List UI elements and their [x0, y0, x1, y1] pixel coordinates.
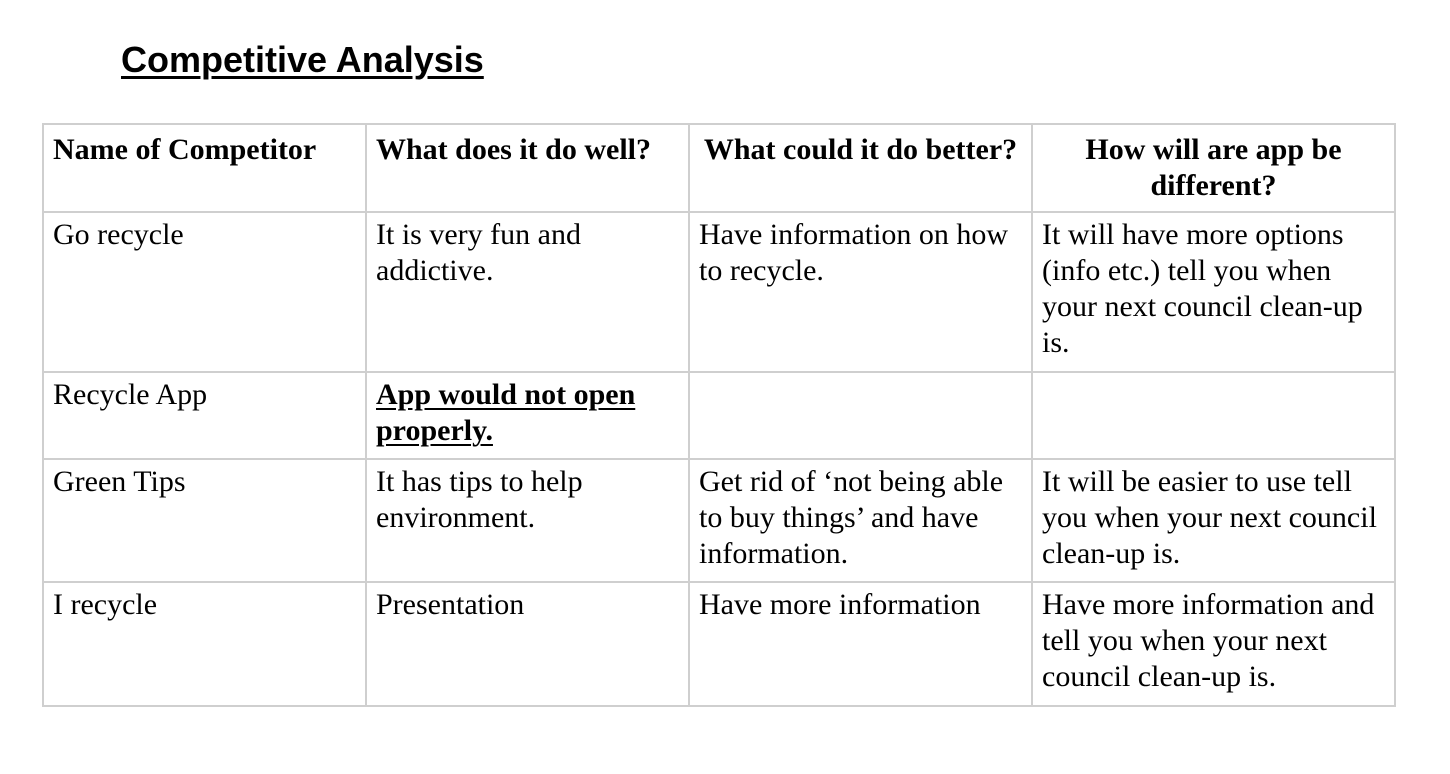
table-row	[43, 582, 1395, 706]
cell-do-better	[689, 372, 1032, 459]
cell-does-well: It is very fun and addictive.	[366, 212, 689, 372]
cell-do-better: Have more information	[689, 582, 1032, 706]
cell-competitor-name: Go recycle	[43, 212, 366, 372]
header-does-well: What does it do well?	[366, 124, 689, 212]
cell-competitor-name: Recycle App	[43, 372, 366, 459]
competitive-analysis-table	[42, 123, 1396, 707]
table-row	[43, 372, 1395, 459]
cell-how-different	[1032, 372, 1395, 459]
cell-how-different: Have more information and tell you when your next council clean-up is.	[1032, 582, 1395, 706]
table-row	[43, 459, 1395, 582]
cell-how-different: It will be easier to use tell you when your next council clean-up is.	[1032, 459, 1395, 582]
cell-do-better: Have information on how to recycle.	[689, 212, 1032, 372]
cell-competitor-name: I recycle	[43, 582, 366, 706]
cell-does-well: It has tips to help environment.	[366, 459, 689, 582]
cell-how-different: It will have more options (info etc.) tell you when your next council clean-up is.	[1032, 212, 1395, 372]
cell-note-emphasis: App would not open properly.	[376, 378, 636, 447]
document-title: Competitive Analysis	[121, 39, 484, 80]
table-header-row	[43, 124, 1395, 212]
cell-do-better: Get rid of ‘not being able to buy things’ and have information.	[689, 459, 1032, 582]
table-row	[43, 212, 1395, 372]
header-how-different: How will are app be different?	[1032, 124, 1395, 212]
cell-does-well	[366, 372, 689, 459]
header-do-better: What could it do better?	[689, 124, 1032, 212]
header-name-of-competitor: Name of Competitor	[43, 124, 366, 212]
cell-does-well: Presentation	[366, 582, 689, 706]
cell-competitor-name: Green Tips	[43, 459, 366, 582]
